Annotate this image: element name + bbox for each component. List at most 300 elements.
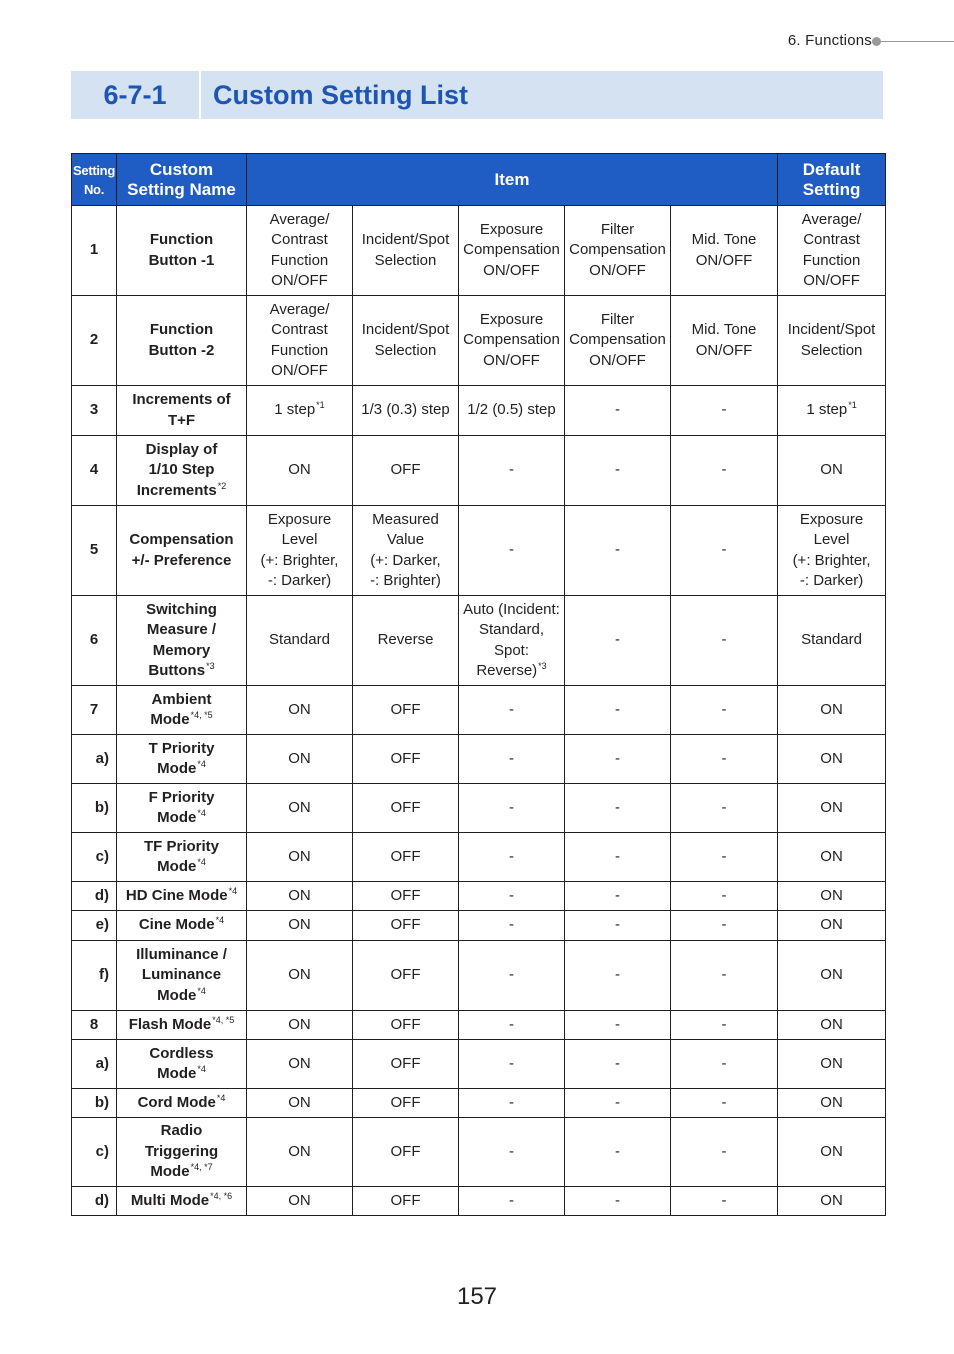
cell-text: Contrast: [271, 231, 328, 248]
cell-line: [567, 798, 668, 819]
cell-option-5: [671, 784, 778, 833]
setting-name-text: Button -2: [148, 341, 215, 359]
cell-line: [567, 310, 668, 331]
cell-text: -: [721, 1093, 727, 1111]
cell-line: [567, 540, 668, 561]
cell-text: OFF: [390, 1054, 421, 1072]
setting-name-text: Luminance: [141, 966, 222, 984]
cell-line: [780, 341, 883, 362]
cell-text: ON/OFF: [271, 362, 328, 379]
cell-line: [355, 530, 456, 551]
cell-text: Standard: [801, 631, 862, 649]
setting-name-line: [119, 320, 244, 341]
cell-text: Selection: [800, 341, 863, 359]
cell-setting-no: 4: [72, 436, 117, 506]
setting-name-line: [119, 1093, 244, 1114]
cell-text: ON/OFF: [695, 341, 753, 359]
cell-option-3: [459, 1187, 565, 1216]
cell-option-3: [459, 911, 565, 941]
cell-option-3: [459, 882, 565, 911]
cell-text: (+: Brighter,: [792, 551, 871, 569]
table-row: [72, 1089, 886, 1118]
cell-line: [355, 1142, 456, 1163]
cell-option-5: [671, 596, 778, 686]
cell-text: (+: Darker,: [370, 551, 441, 569]
cell-option-2: [353, 436, 459, 506]
cell-text: Exposure: [267, 510, 332, 528]
cell-text: Reverse: [377, 631, 434, 649]
table-row: [72, 833, 886, 882]
cell-text: -: [721, 916, 727, 934]
cell-text: -: [509, 1093, 514, 1111]
running-head: [654, 31, 954, 51]
cell-default: [778, 1187, 886, 1216]
setting-name-line: [119, 886, 244, 907]
cell-line: [355, 798, 456, 819]
cell-option-5: [671, 206, 778, 296]
cell-line: [355, 965, 456, 986]
cell-option-1: [247, 1040, 353, 1089]
cell-setting-no: a): [72, 1040, 117, 1089]
cell-line: [780, 230, 883, 251]
cell-line: [249, 1191, 350, 1212]
footnote-ref: *2: [217, 480, 227, 491]
setting-name-text: +/- Preference: [131, 551, 232, 569]
cell-line: [673, 847, 775, 868]
cell-line: [355, 400, 456, 421]
header-setting-no: [72, 154, 117, 206]
cell-line: [673, 700, 775, 721]
cell-line: [567, 915, 668, 936]
cell-text: Selection: [374, 251, 437, 269]
cell-line: [355, 230, 456, 251]
cell-line: [673, 1191, 775, 1212]
cell-text: Contrast: [271, 321, 328, 338]
cell-text: (+: Brighter,: [260, 551, 339, 569]
cell-line: [673, 320, 775, 341]
cell-line: [355, 1191, 456, 1212]
footnote-ref: *1: [316, 400, 325, 411]
cell-setting-no: 7: [72, 686, 117, 735]
cell-option-5: [671, 686, 778, 735]
cell-text: OFF: [390, 966, 421, 984]
cell-text: -: [615, 749, 620, 767]
cell-text: ON: [820, 1191, 843, 1209]
cell-line: [567, 220, 668, 241]
cell-text: OFF: [390, 1142, 421, 1160]
cell-setting-name: [117, 1011, 247, 1040]
cell-setting-no: c): [72, 1118, 117, 1187]
cell-option-2: [353, 1040, 459, 1089]
cell-line: [355, 1054, 456, 1075]
cell-option-3: [459, 296, 565, 386]
cell-default: [778, 436, 886, 506]
cell-line: [567, 630, 668, 651]
cell-text: ON: [820, 916, 843, 934]
cell-option-3: [459, 833, 565, 882]
cell-option-4: [565, 596, 671, 686]
table-row: [72, 596, 886, 686]
cell-default: [778, 941, 886, 1011]
cell-line: [673, 460, 775, 481]
cell-option-2: [353, 941, 459, 1011]
cell-option-5: [671, 1118, 778, 1187]
setting-name-text: T+F: [167, 411, 196, 429]
cell-line: [673, 1142, 775, 1163]
cell-default: [778, 596, 886, 686]
table-row: [72, 941, 886, 1011]
cell-line: [249, 630, 350, 651]
cell-text: -: [721, 1191, 727, 1209]
cell-line: [461, 310, 562, 331]
cell-text: -: [615, 700, 620, 718]
cell-text: -: [721, 749, 727, 767]
cell-option-4: [565, 206, 671, 296]
setting-name-line: [119, 661, 244, 682]
cell-line: [461, 749, 562, 770]
cell-line: [780, 320, 883, 341]
cell-option-3: [459, 941, 565, 1011]
cell-option-5: [671, 882, 778, 911]
cell-text: OFF: [390, 700, 421, 718]
cell-option-1: [247, 941, 353, 1011]
cell-text: ON: [820, 1054, 843, 1072]
cell-line: [780, 965, 883, 986]
cell-text: OFF: [390, 749, 421, 767]
cell-text: Average/: [269, 300, 330, 318]
table-row: [72, 911, 886, 941]
cell-line: [461, 1015, 562, 1036]
cell-line: [461, 620, 562, 641]
cell-option-3: [459, 596, 565, 686]
cell-setting-name: [117, 436, 247, 506]
cell-line: [461, 915, 562, 936]
setting-name-line: [119, 1142, 244, 1163]
cell-line: [673, 886, 775, 907]
cell-option-1: [247, 735, 353, 784]
cell-text: -: [721, 1054, 727, 1072]
cell-option-3: [459, 1011, 565, 1040]
cell-line: [461, 460, 562, 481]
cell-option-1: [247, 1011, 353, 1040]
cell-option-1: [247, 784, 353, 833]
footnote-ref: *4: [215, 915, 225, 926]
header-row: [72, 154, 886, 206]
setting-name-line: [119, 251, 244, 272]
cell-line: [461, 641, 562, 662]
cell-line: [780, 510, 883, 531]
setting-name-line: [119, 481, 244, 502]
cell-text: ON/OFF: [695, 251, 753, 269]
cell-option-5: [671, 941, 778, 1011]
cell-line: [673, 251, 775, 272]
setting-name-text: Function: [149, 231, 214, 248]
cell-text: Average/: [269, 210, 330, 228]
cell-setting-no: d): [72, 882, 117, 911]
cell-option-2: [353, 735, 459, 784]
cell-text: -: [615, 886, 620, 904]
cell-text: -: [509, 541, 514, 559]
setting-name-line: [119, 915, 244, 936]
cell-text: Function: [802, 251, 861, 269]
cell-text: Measured: [372, 510, 439, 528]
cell-text: ON: [288, 1191, 311, 1209]
setting-name-text: Mode: [150, 711, 190, 728]
cell-text: Filter: [600, 220, 635, 238]
cell-text: -: [615, 1191, 620, 1209]
cell-line: [780, 915, 883, 936]
cell-option-3: [459, 686, 565, 735]
cell-setting-name: [117, 596, 247, 686]
cell-text: Exposure: [479, 310, 544, 328]
cell-option-5: [671, 506, 778, 596]
cell-text: ON: [288, 1142, 311, 1160]
cell-line: [355, 251, 456, 272]
cell-line: [780, 400, 883, 421]
cell-line: [780, 551, 883, 572]
cell-text: Function: [270, 341, 329, 359]
cell-option-4: [565, 1187, 671, 1216]
setting-name-line: [119, 739, 244, 760]
cell-option-5: [671, 1187, 778, 1216]
cell-line: [249, 530, 350, 551]
setting-name-text: Mode: [157, 986, 197, 1004]
cell-line: [249, 1093, 350, 1114]
cell-setting-no: 1: [72, 206, 117, 296]
table-row: [72, 882, 886, 911]
cell-option-2: [353, 1011, 459, 1040]
cell-line: [461, 540, 562, 561]
setting-name-line: [119, 390, 244, 411]
cell-option-4: [565, 386, 671, 436]
setting-name-text: Switching: [146, 600, 217, 618]
cell-line: [567, 886, 668, 907]
cell-line: [461, 798, 562, 819]
cell-line: [567, 1093, 668, 1114]
cell-line: [249, 251, 350, 272]
cell-line: [461, 1191, 562, 1212]
cell-text: ON: [820, 1142, 843, 1160]
cell-option-2: [353, 911, 459, 941]
cell-line: [249, 886, 350, 907]
cell-text: -: [615, 541, 620, 559]
cell-default: [778, 296, 886, 386]
section-number: 6-7-1: [103, 80, 167, 110]
cell-option-2: [353, 386, 459, 436]
cell-line: [673, 400, 775, 421]
cell-setting-no: 3: [72, 386, 117, 436]
cell-line: [249, 1015, 350, 1036]
cell-text: ON: [288, 749, 311, 767]
cell-text: Incident/Spot: [787, 321, 876, 338]
cell-option-4: [565, 296, 671, 386]
setting-name-text: Cord Mode: [137, 1093, 216, 1111]
setting-name-line: [119, 440, 244, 461]
cell-text: ON: [820, 700, 843, 718]
cell-option-1: [247, 1187, 353, 1216]
cell-text: -: [509, 1054, 514, 1072]
footnote-ref: *4, *7: [190, 1162, 213, 1173]
cell-line: [355, 571, 456, 592]
cell-line: [567, 1054, 668, 1075]
cell-text: Auto (Incident:: [463, 600, 560, 618]
cell-line: [567, 1142, 668, 1163]
table-row: [72, 1011, 886, 1040]
cell-text: 1 step: [274, 401, 316, 419]
cell-line: [567, 460, 668, 481]
cell-line: [780, 571, 883, 592]
cell-line: [249, 915, 350, 936]
table-row: [72, 735, 886, 784]
cell-line: [673, 1093, 775, 1114]
cell-setting-no: 8: [72, 1011, 117, 1040]
cell-text: ON: [288, 916, 311, 934]
cell-text: ON: [820, 886, 843, 904]
setting-name-text: Mode: [157, 1065, 197, 1082]
cell-option-4: [565, 1011, 671, 1040]
cell-text: ON/OFF: [803, 272, 860, 289]
cell-text: OFF: [390, 916, 421, 934]
cell-text: -: [615, 1093, 620, 1111]
setting-name-text: Display of: [145, 440, 218, 458]
cell-setting-name: [117, 941, 247, 1011]
cell-option-3: [459, 1089, 565, 1118]
cell-option-2: [353, 206, 459, 296]
cell-option-3: [459, 1118, 565, 1187]
setting-name-text: Compensation: [129, 531, 234, 548]
cell-text: -: [721, 401, 727, 419]
cell-line: [355, 749, 456, 770]
table-row: [72, 436, 886, 506]
cell-text: OFF: [390, 1093, 421, 1111]
cell-text: Exposure: [479, 220, 544, 238]
cell-text: OFF: [390, 1191, 421, 1209]
cell-line: [249, 847, 350, 868]
cell-line: [780, 271, 883, 292]
table-row: [72, 206, 886, 296]
cell-line: [673, 1015, 775, 1036]
cell-text: Compensation: [569, 241, 666, 259]
cell-text: -: [509, 1015, 514, 1033]
setting-name-text: Mode: [157, 760, 197, 777]
cell-option-1: [247, 596, 353, 686]
cell-option-5: [671, 833, 778, 882]
cell-text: -: [509, 700, 514, 718]
cell-line: [249, 1142, 350, 1163]
cell-line: [567, 1191, 668, 1212]
cell-text: 1/2 (0.5) step: [467, 401, 556, 419]
cell-text: OFF: [390, 461, 421, 479]
cell-option-4: [565, 784, 671, 833]
setting-name-line: [119, 788, 244, 809]
running-head-dot: [872, 37, 881, 46]
cell-setting-no: f): [72, 941, 117, 1011]
setting-name-line: [119, 965, 244, 986]
cell-line: [780, 630, 883, 651]
cell-option-2: [353, 784, 459, 833]
cell-line: [249, 460, 350, 481]
cell-text: Filter: [600, 310, 635, 328]
header-setting-no-line: Setting: [73, 162, 115, 178]
cell-setting-no: b): [72, 1089, 117, 1118]
footnote-ref: *4, *5: [212, 1014, 235, 1025]
cell-setting-no: d): [72, 1187, 117, 1216]
cell-text: -: [615, 461, 620, 479]
cell-text: ON: [820, 847, 843, 865]
setting-name-line: [119, 945, 244, 966]
setting-name-line: [119, 551, 244, 572]
cell-text: Selection: [374, 341, 437, 359]
cell-option-3: [459, 735, 565, 784]
cell-line: [355, 510, 456, 531]
cell-line: [673, 341, 775, 362]
cell-line: [355, 630, 456, 651]
cell-option-2: [353, 833, 459, 882]
cell-option-2: [353, 596, 459, 686]
cell-text: -: Brighter): [370, 572, 441, 589]
cell-text: -: [721, 461, 727, 479]
table-row: [72, 1040, 886, 1089]
cell-text: -: [615, 798, 620, 816]
cell-line: [461, 400, 562, 421]
cell-line: [780, 460, 883, 481]
cell-option-2: [353, 882, 459, 911]
cell-line: [355, 341, 456, 362]
setting-name-line: [119, 808, 244, 829]
table-row: [72, 784, 886, 833]
header-item: Item: [247, 154, 778, 206]
cell-option-2: [353, 686, 459, 735]
cell-line: [249, 551, 350, 572]
cell-line: [249, 300, 350, 321]
cell-line: [461, 965, 562, 986]
cell-option-1: [247, 686, 353, 735]
cell-text: -: [615, 631, 620, 649]
cell-text: -: [509, 749, 514, 767]
setting-name-line: [119, 690, 244, 711]
cell-line: [249, 230, 350, 251]
header-default-line: Default: [802, 159, 861, 179]
cell-text: ON: [820, 461, 843, 479]
cell-line: [461, 261, 562, 282]
cell-text: -: Darker): [267, 572, 332, 589]
cell-line: [780, 1191, 883, 1212]
cell-option-5: [671, 911, 778, 941]
cell-text: Compensation: [463, 241, 560, 259]
cell-text: ON: [820, 966, 843, 984]
table-body: [72, 206, 886, 1216]
cell-option-2: [353, 1118, 459, 1187]
setting-name-text: Function: [149, 321, 214, 338]
cell-setting-name: [117, 882, 247, 911]
section-heading: [71, 71, 883, 119]
setting-name-text: Ambient: [151, 690, 212, 708]
cell-option-3: [459, 436, 565, 506]
cell-default: [778, 1040, 886, 1089]
setting-name-line: [119, 341, 244, 362]
cell-line: [249, 210, 350, 231]
cell-option-5: [671, 296, 778, 386]
setting-name-text: Mode: [157, 809, 197, 826]
cell-option-1: [247, 436, 353, 506]
cell-option-3: [459, 784, 565, 833]
section-title: Custom Setting List: [213, 80, 468, 110]
cell-text: Standard: [269, 631, 330, 649]
cell-text: -: [509, 798, 514, 816]
section-divider: [199, 71, 201, 119]
cell-setting-name: [117, 506, 247, 596]
cell-text: -: [721, 966, 727, 984]
